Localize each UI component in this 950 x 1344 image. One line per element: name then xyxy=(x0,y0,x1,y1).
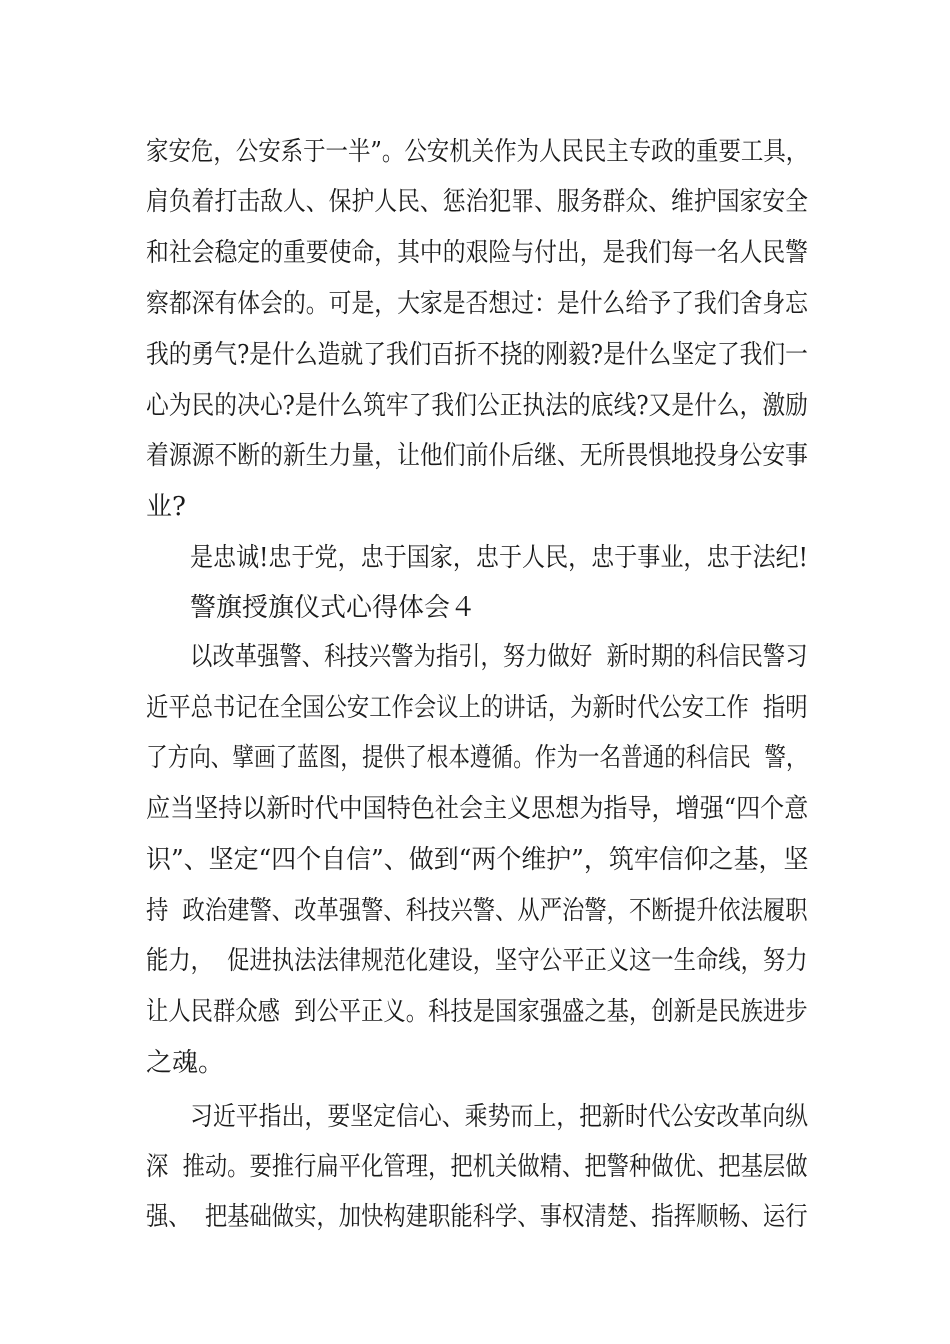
paragraph-line: 之魂。 xyxy=(146,1048,225,1078)
paragraph-line: 近平总书记在全国公安工作会议上的讲话，为新时代公安工作 指明 xyxy=(146,693,808,723)
paragraph-line: 心为民的决心?是什么筑牢了我们公正执法的底线?又是什么，激励 xyxy=(146,391,808,421)
paragraph-line: 深 推动。要推行扁平化管理，把机关做精、把警种做优、把基层做 xyxy=(146,1152,808,1182)
paragraph-line: 我的勇气?是什么造就了我们百折不挠的刚毅?是什么坚定了我们一 xyxy=(146,340,808,370)
paragraph-line: 了方向、擘画了蓝图，提供了根本遵循。作为一名普通的科信民 警， xyxy=(146,743,808,773)
paragraph-line: 应当坚持以新时代中国特色社会主义思想为指导，增强“四个意 xyxy=(146,794,809,824)
paragraph-line: 是忠诚!忠于党，忠于国家，忠于人民，忠于事业，忠于法纪! xyxy=(190,543,808,573)
paragraph-line: 强、 把基础做实，加快构建职能科学、事权清楚、指挥顺畅、运行 xyxy=(146,1202,808,1232)
paragraph-line: 业? xyxy=(146,492,186,522)
paragraph-line: 习近平指出，要坚定信心、乘势而上，把新时代公安改革向纵 xyxy=(190,1102,808,1132)
paragraph-line: 识”、坚定“四个自信”、做到“两个维护”，筑牢信仰之基，坚 xyxy=(146,845,809,875)
paragraph-line: 能力， 促进执法法律规范化建设，坚守公平正义这一生命线，努力 xyxy=(146,946,808,976)
paragraph-line: 察都深有体会的。可是，大家是否想过：是什么给予了我们舍身忘 xyxy=(146,289,809,319)
paragraph-line: 着源源不断的新生力量，让他们前仆后继、无所畏惧地投身公安事 xyxy=(146,441,809,471)
section-heading: 警旗授旗仪式心得体会４ xyxy=(190,593,477,623)
paragraph-line: 家安危，公安系于一半”。公安机关作为人民民主专政的重要工具， xyxy=(146,137,809,167)
paragraph-line: 让人民群众感 到公平正义。科技是国家强盛之基，创新是民族进步 xyxy=(146,997,808,1027)
paragraph-line: 肩负着打击敌人、保护人民、惩治犯罪、服务群众、维护国家安全 xyxy=(146,187,809,217)
paragraph-line: 以改革强警、科技兴警为指引，努力做好 新时期的科信民警习 xyxy=(190,642,808,672)
paragraph-line: 和社会稳定的重要使命，其中的艰险与付出，是我们每一名人民警 xyxy=(146,238,809,268)
paragraph-line: 持 政治建警、改革强警、科技兴警、从严治警，不断提升依法履职 xyxy=(146,896,808,926)
